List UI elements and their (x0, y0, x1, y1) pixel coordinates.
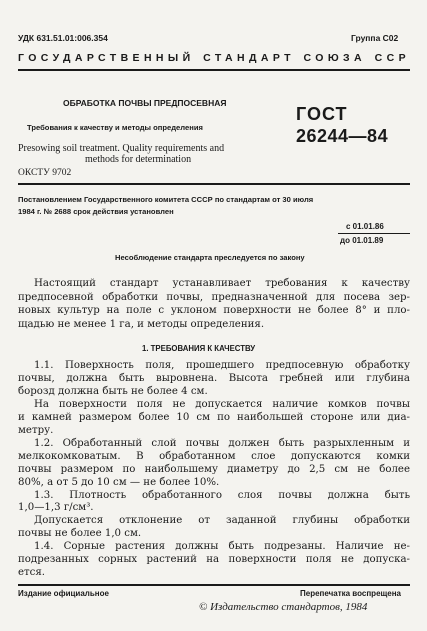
top-rule (18, 69, 410, 71)
reprint-prohibited: Перепечатка воспрещена (300, 589, 401, 598)
english-title-line1: Presowing soil treatment. Quality requirements and (18, 143, 225, 154)
section1-body (18, 360, 410, 580)
body-line: борозд должна быть не более 4 см. (18, 385, 208, 397)
gost-number: 26244—84 (296, 126, 389, 146)
document-title: ОБРАБОТКА ПОЧВЫ ПРЕДПОСЕВНАЯ (63, 98, 227, 108)
body-line: Допускается отклонение от заданной глубины обработки (34, 515, 410, 527)
section-title: 1. ТРЕБОВАНИЯ К КАЧЕСТВУ (142, 344, 256, 353)
intro-line: щадью не менее 1 га, и методы определения. (18, 318, 265, 330)
official-edition: Издание официальное (18, 589, 109, 598)
body-line: метру. (18, 424, 54, 436)
title-rule (18, 183, 410, 185)
body-line: 80%, а от 5 до 10 см — не более 10%. (18, 476, 220, 488)
english-title-line2: methods for determination (85, 154, 192, 165)
intro-line: новых культур на поле с уклоном поверхности не более 8° и пло- (18, 305, 410, 317)
body-line: 1.3. Плотность обработанного слоя почвы должна быть (34, 489, 410, 501)
standard-banner: ГОСУДАРСТВЕННЫЙ СТАНДАРТ СОЮЗА ССР (18, 52, 410, 64)
body-line: 1.4. Сорные растения должны быть подрезаны. Наличие не- (34, 541, 410, 553)
group-code: Группа С02 (351, 33, 399, 43)
body-line: мелкокомковатым. В обработанном слое допускаются комки (18, 450, 410, 462)
body-line: ется. (18, 567, 46, 579)
body-line: почвы не более 1,0 см. (18, 528, 142, 540)
intro-line: Настоящий стандарт устанавливает требования к качеству (34, 278, 410, 289)
body-line: и камней размером более 10 см по наибольшей стороне или диа- (18, 411, 410, 423)
body-line: 1.1. Поверхность поля, прошедшего предпосевную обработку (34, 360, 410, 371)
footer-rule (18, 584, 410, 586)
intro-line: предпосевной обработки почвы, предназначенной для посева зер- (18, 291, 410, 303)
intro-paragraph (18, 277, 410, 331)
validity-from: с 01.01.86 (346, 222, 384, 231)
validity-divider (338, 233, 410, 234)
validity-to: до 01.01.89 (340, 236, 384, 245)
legal-notice: Несоблюдение стандарта преследуется по закону (115, 253, 305, 262)
body-line: На поверхности поля не допускается наличие комков почвы (34, 398, 410, 410)
document-subtitle: Требования к качеству и методы определения (27, 123, 203, 132)
body-line: почвы размером по наибольшему диаметру до 2,5 см не более (18, 463, 410, 475)
body-line: почвы, должна быть выровнена. Высота гребней или глубина (18, 372, 410, 384)
body-line: 1,0—1,3 г/см³. (18, 502, 94, 514)
udk-code: УДК 631.51.01:006.354 (18, 33, 108, 43)
body-line: подрезанных сорных растений на поверхности поля не допуска- (18, 554, 410, 566)
publisher-copyright: © Издательство стандартов, 1984 (199, 601, 368, 613)
body-line: 1.2. Обработанный слой почвы должен быть разрыхленным и (34, 437, 410, 449)
decree-line2: 1984 г. № 2688 срок действия установлен (18, 207, 174, 216)
decree-line1: Постановлением Государственного комитета СССР по стандартам от 30 июля (18, 195, 314, 204)
okstu-code: ОКСТУ 9702 (18, 168, 72, 178)
gost-label: ГОСТ (296, 104, 348, 124)
